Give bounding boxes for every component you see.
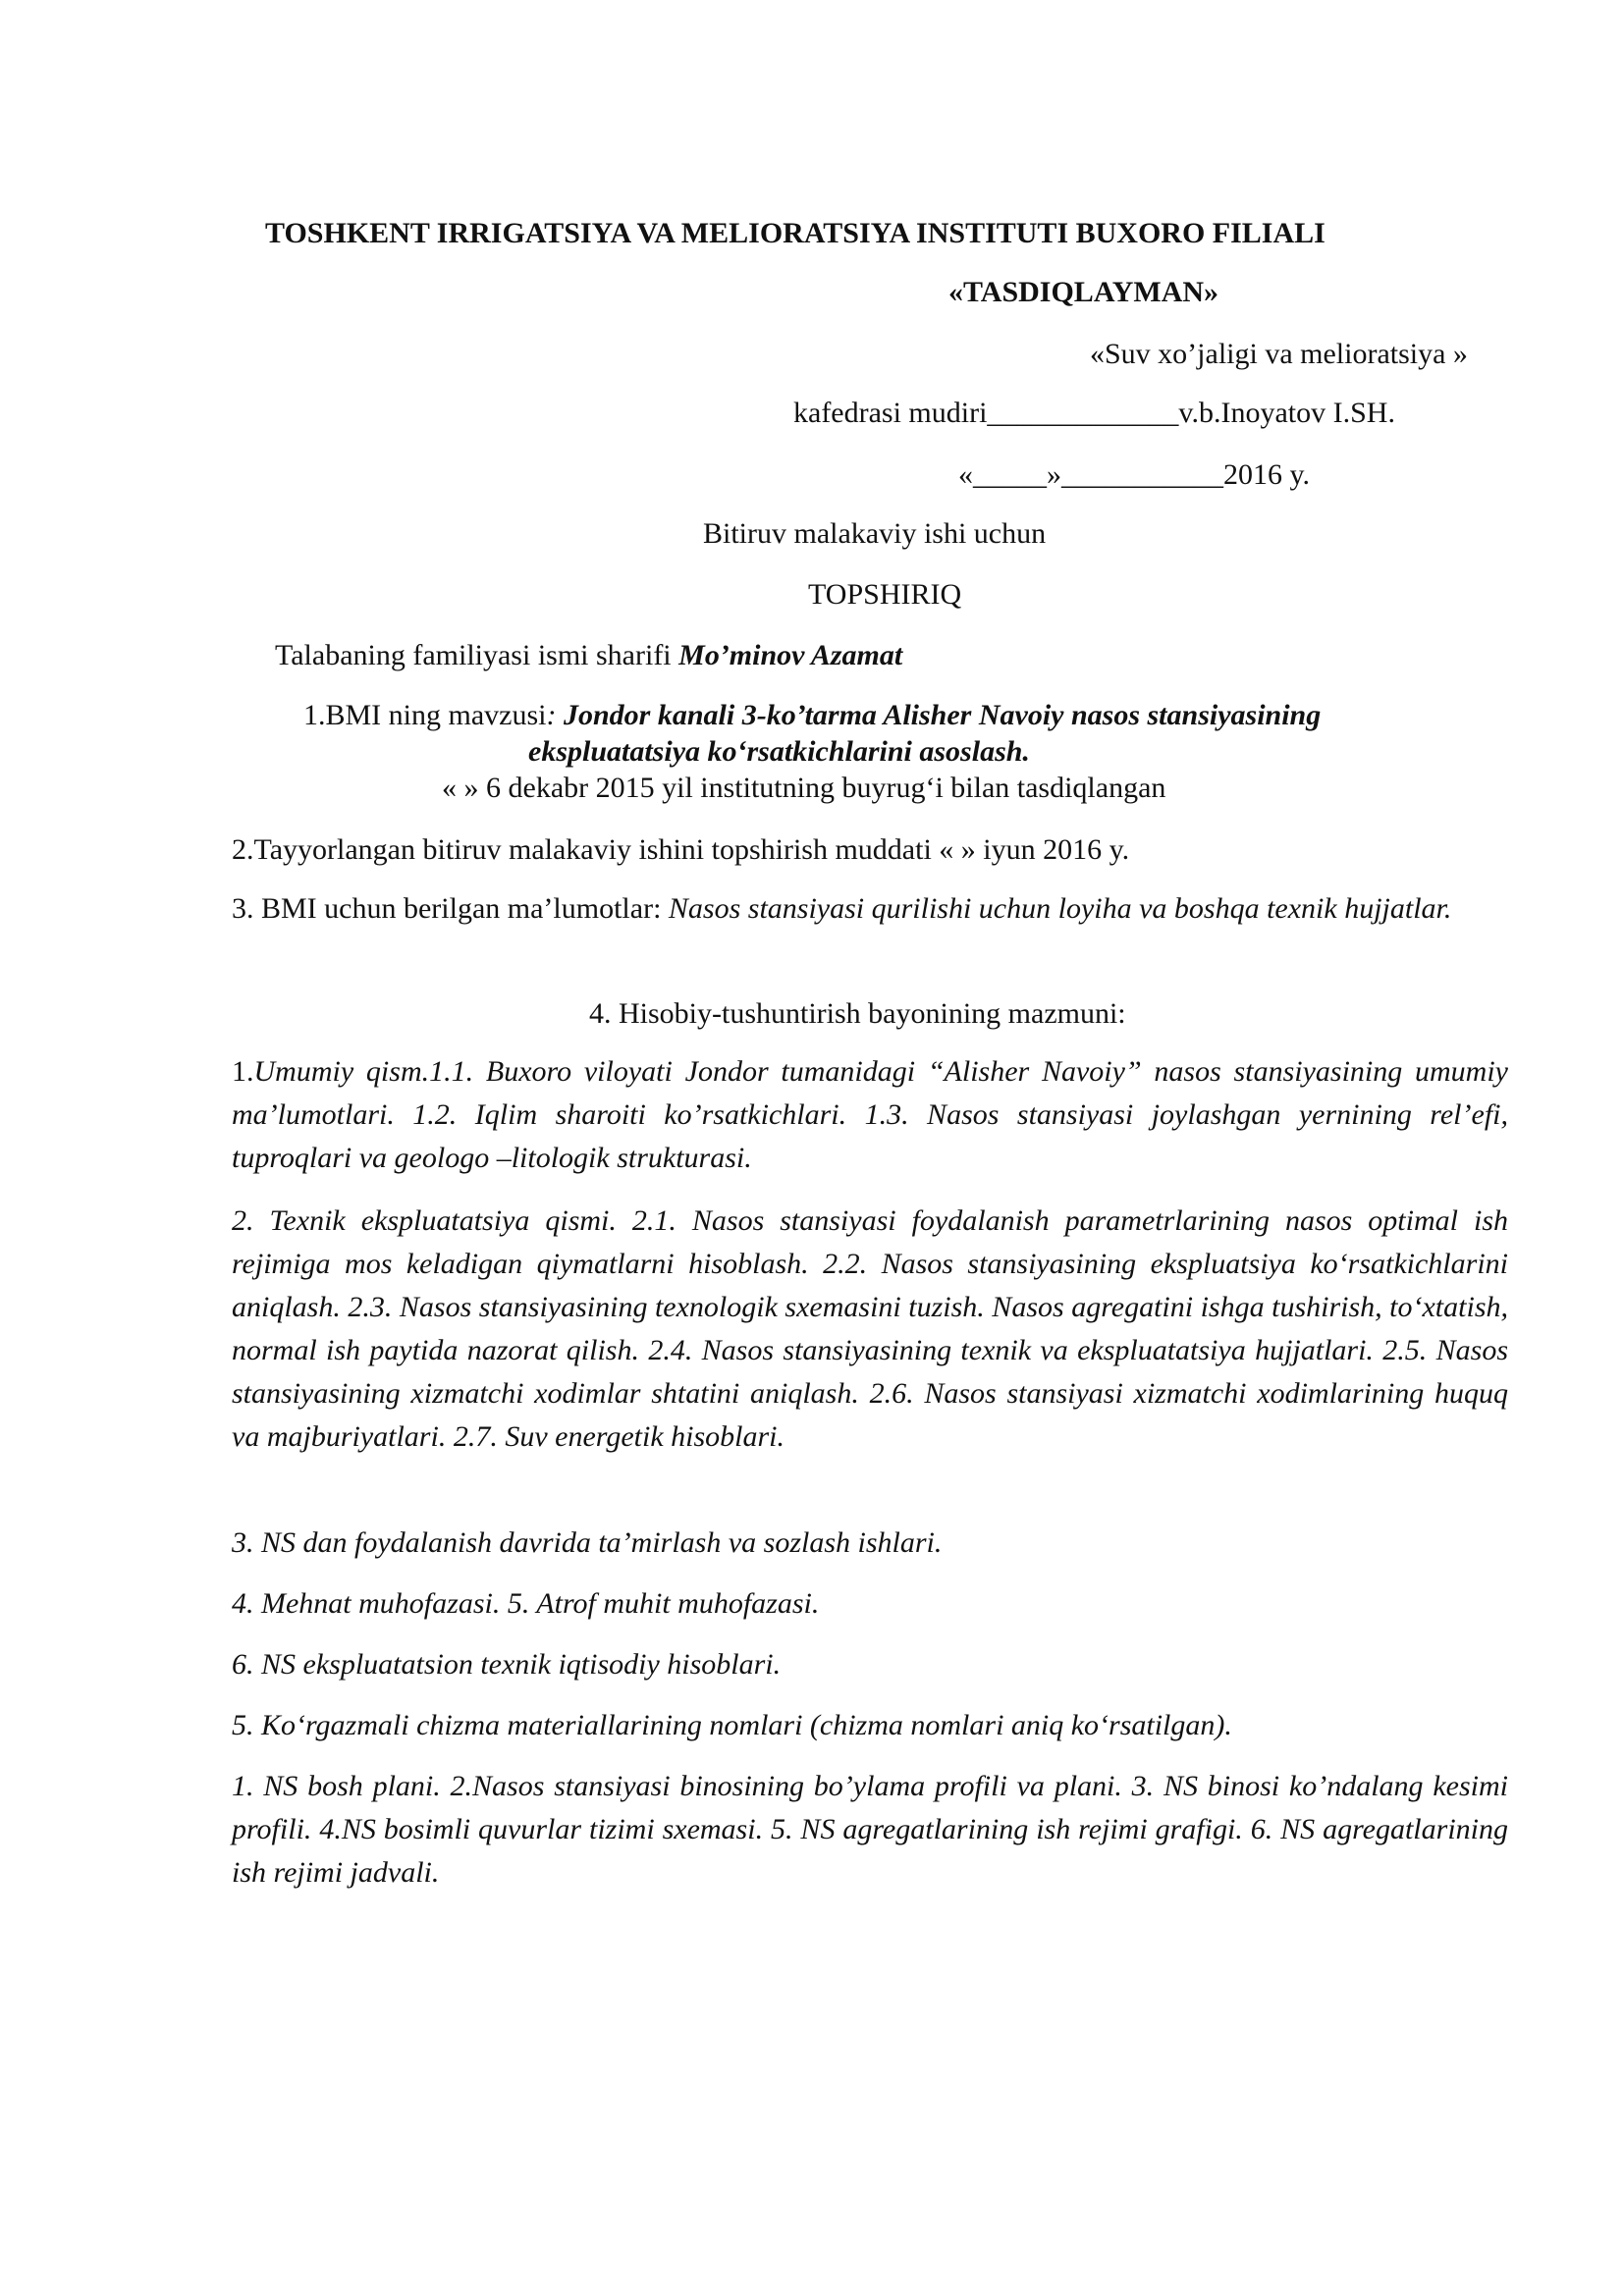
document-title: TOPSHIRIQ (808, 578, 962, 611)
approve-stamp-text: «TASDIQLAYMAN» (948, 276, 1219, 308)
student-label: Talabaning familiyasi ismi sharifi (275, 639, 679, 671)
topic-colon: : (546, 699, 564, 731)
given-data-paragraph (232, 887, 1508, 931)
topic-line (303, 698, 1321, 733)
contents-paragraph-5: 6. NS ekspluatatsion texnik iqtisodiy hisoblari. (232, 1648, 782, 1681)
drawings-heading: 5. Ko‘rgazmali chizma materiallarining nomlari (chizma nomlari aniq ko‘rsatilgan). (232, 1709, 1232, 1741)
contents-p1-prefix: 1. (232, 1055, 254, 1088)
contents-paragraph-1 (232, 1050, 1508, 1180)
contents-heading: 4. Hisobiy-tushuntirish bayonining mazmuni: (589, 997, 1126, 1030)
topic-approval-line: « » 6 dekabr 2015 yil institutning buyrug‘i bilan tasdiqlangan (442, 772, 1166, 804)
given-data-text: Nasos stansiyasi qurilishi uchun loyiha va boshqa texnik hujjatlar. (668, 892, 1452, 925)
given-data-label: 3. BMI uchun berilgan ma’lumotlar: (232, 892, 669, 925)
contents-paragraph-2: 2. Texnik ekspluatatsiya qismi. 2.1. Nasos stansiyasi foydalanish parametrlarining nasos optimal ish rejimiga mos keladigan qiymatlarni hisoblash. 2.2. Nasos stansiyasining ekspluatsiya ko‘rsatkichlarini aniqlash. 2.3. Nasos stansiyasining texnologik sxemasini tuzish. Nasos agregatini ishga tushirish, to‘xtatish, normal ish paytida nazorat qilish. 2.4. Nasos stansiyasining texnik va ekspluatatsiya hujjatlari. 2.5. Nasos stansiyasining xizmatchi xodimlar shtatini aniqlash. 2.6. Nasos stansiyasi xizmatchi xodimlarining huquq va majburiyatlari. 2.7. Suv energetik hisoblari. (232, 1204, 1508, 1453)
drawings-list: 1. NS bosh plani. 2.Nasos stansiyasi binosining bo’ylama profili va plani. 3. NS binosi ko’ndalang kesimi profili. 4.NS bosimli quvurlar tizimi sxemasi. 5. NS agregatlarining ish rejimi grafigi. 6. NS agregatlarining ish rejimi jadvali. (232, 1770, 1508, 1889)
topic-label: 1.BMI ning mavzusi (303, 699, 547, 731)
institute-name: TOSHKENT IRRIGATSIYA VA MELIORATSIYA INSTITUTI BUXORO FILIALI (265, 217, 1325, 249)
contents-paragraph-3: 3. NS dan foydalanish davrida ta’mirlash va sozlash ishlari. (232, 1526, 943, 1559)
student-name: Mo’minov Azamat (678, 639, 903, 671)
department-head-line: kafedrasi mudiri_____________v.b.Inoyatov I.SH. (793, 397, 1395, 429)
contents-p1-text: Umumiy qism.1.1. Buxoro viloyati Jondor tumanidagi “Alisher Navoiy” nasos stansiyasining umumiy ma’lumotlari. 1.2. Iqlim sharoiti ko’rsatkichlari. 1.3. Nasos stansiyasi joylashgan yernining rel’efi, tuproqlari va geologo –litologik strukturasi. (232, 1055, 1508, 1174)
deadline-line: 2.Tayyorlangan bitiruv malakaviy ishini topshirish muddati « » iyun 2016 y. (232, 833, 1130, 866)
contents-paragraph-4: 4. Mehnat muhofazasi. 5. Atrof muhit muhofazasi. (232, 1587, 820, 1620)
approval-date-line: «_____»___________2016 y. (958, 458, 1311, 491)
department-name: «Suv xo’jaligi va melioratsiya » (1090, 338, 1468, 370)
student-line (275, 638, 902, 673)
topic-title-2: ekspluatatsiya ko‘rsatkichlarini asoslash. (528, 735, 1030, 768)
document-subtitle: Bitiruv malakaviy ishi uchun (703, 517, 1047, 550)
topic-title-1: Jondor kanali 3-ko’tarma Alisher Navoiy nasos stansiyasining (564, 699, 1322, 731)
